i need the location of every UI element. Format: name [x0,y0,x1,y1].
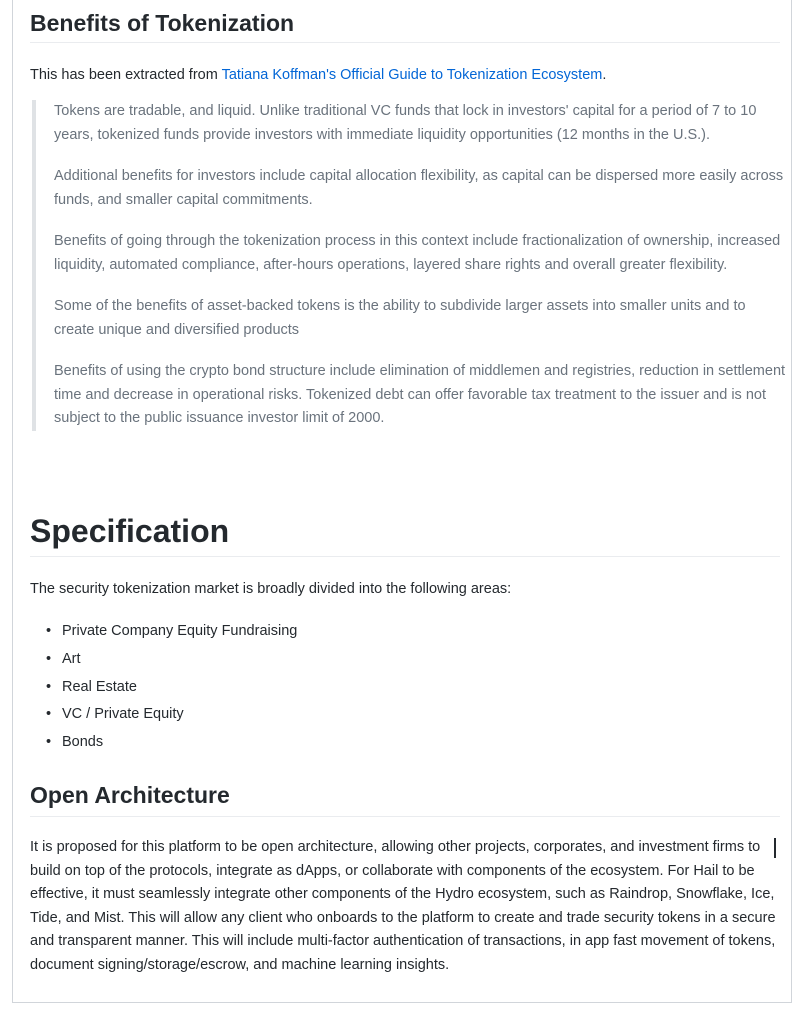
koffman-guide-link[interactable]: Tatiana Koffman's Official Guide to Tokenization Ecosystem [221,67,603,83]
quote-paragraph-liquidity: Tokens are tradable, and liquid. Unlike traditional VC funds that lock in investors' capital for a period of 7 to 10 years, tokenized funds provide investors with immediate liquidity opportunities (12 months in the U.S.). [54,103,757,143]
list-item: • VC / Private Equity [62,701,782,729]
intro-prefix: This has been extracted from [30,67,222,83]
heading-open-architecture: Open Architecture [30,778,780,817]
benefits-blockquote [32,100,786,431]
quote-paragraph-asset-backed: Some of the benefits of asset-backed tokens is the ability to subdivide larger assets into smaller units and to create unique and diversified products [54,298,746,338]
quote-paragraph-capital-allocation: Additional benefits for investors include capital allocation flexibility, as capital can be dispersed more easily across funds, and smaller capital commitments. [54,168,784,208]
quote-paragraph-crypto-bond: Benefits of using the crypto bond structure include elimination of middlemen and registries, reduction in settlement time and decrease in operational risks. Tokenized debt can offer favorable tax treatment to the issuer and is not subject to the public issuance investor limit of 2000. [54,363,786,426]
heading-benefits-of-tokenization: Benefits of Tokenization [30,6,780,43]
intro-suffix: . [602,67,607,83]
text-cursor [774,838,776,858]
tokenization-areas-list [30,618,782,757]
open-architecture-paragraph: It is proposed for this platform to be open architecture, allowing other projects, corporates, and investment firms to build on top of the protocols, integrate as dApps, or collaborate with components of the ecosystem. For Hail to be effective, it must seamlessly integrate other components of the Hydro ecosystem, such as Raindrop, Snowflake, Ice, Tide, and Mist. This will allow any client who onboards to the platform to create and trade security tokens in a secure and transparent manner. This will include multi-factor authentication of transactions, in app fast movement of tokens, document signing/storage/escrow, and machine learning insights. [30,839,776,973]
list-item: • Real Estate [62,674,782,702]
intro-paragraph [30,64,780,86]
specification-intro: The security tokenization market is broadly divided into the following areas: [30,581,512,597]
list-item: • Private Company Equity Fundraising [62,618,782,646]
heading-specification: Specification [30,510,780,557]
list-item: • Art [62,646,782,674]
list-item: • Bonds [62,729,782,757]
quote-paragraph-tokenization-process: Benefits of going through the tokenization process in this context include fractionalization of ownership, increased liquidity, automated compliance, after-hours operations, layered share rights and overall greater flexibility. [54,233,781,273]
